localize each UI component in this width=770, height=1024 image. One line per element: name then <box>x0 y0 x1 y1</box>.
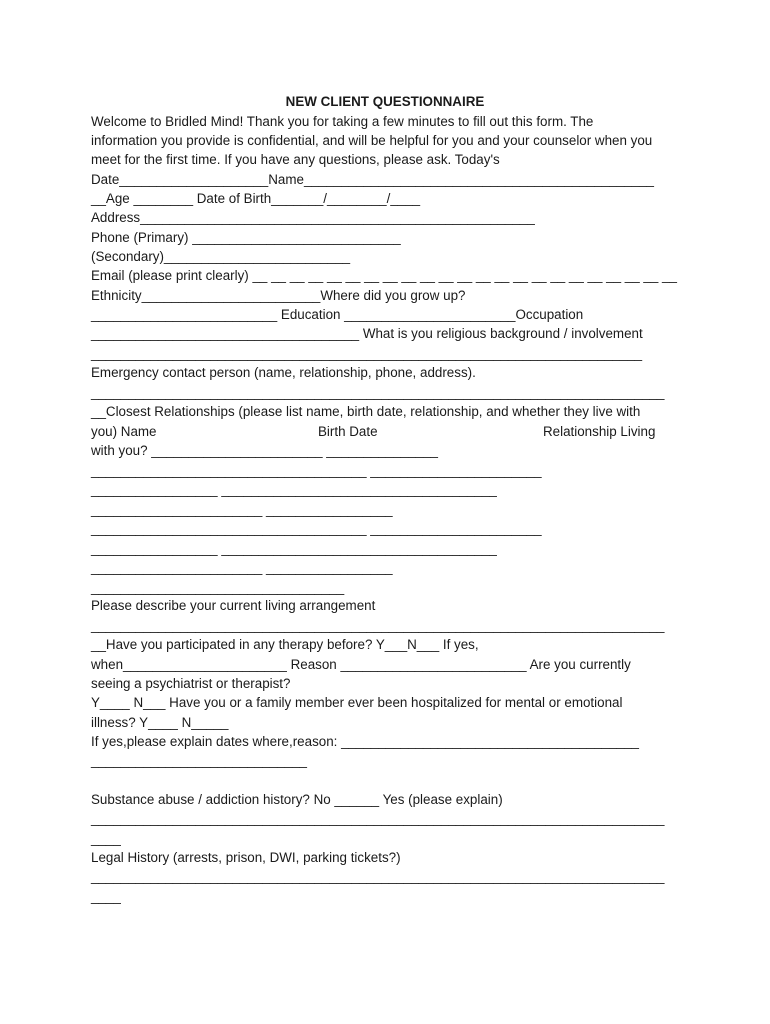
address-field[interactable]: Address_____________________________________________________ <box>91 210 535 225</box>
education-occupation-field[interactable]: _________________________ Education _______________________Occupation <box>91 307 584 322</box>
relationship-row[interactable]: _______________________ _________________ <box>91 560 393 575</box>
therapy-when-reason[interactable]: when______________________ Reason _________________________ Are you currently <box>91 657 631 672</box>
living-arrangement-line[interactable]: _____________________________________________________________________________ <box>91 618 665 633</box>
phone-secondary-field[interactable]: (Secondary)_________________________ <box>91 249 351 264</box>
legal-history-line[interactable]: _____________________________________________________________________________ <box>91 869 665 884</box>
hospitalization-explain[interactable]: If yes,please explain dates where,reason: ________________________________________ <box>91 734 639 749</box>
column-birth-date-label: Birth Date <box>318 424 378 439</box>
hospitalization-question[interactable]: Y____ N___ Have you or a family member ever been hospitalized for mental or emotional <box>91 695 623 710</box>
therapy-question[interactable]: __Have you participated in any therapy before? Y___N___ If yes, <box>91 637 479 652</box>
living-arrangement-label: Please describe your current living arrangement <box>91 598 376 613</box>
legal-history-label: Legal History (arrests, prison, DWI, parking tickets?) <box>91 850 401 865</box>
column-relationship-label: Relationship Living <box>543 424 656 439</box>
relationship-row[interactable]: _______________________ _________________ <box>91 502 393 517</box>
relationship-row[interactable]: _________________ _____________________________________ <box>91 541 497 556</box>
legal-history-line-tail[interactable]: ____ <box>91 889 121 904</box>
religion-field[interactable]: ____________________________________ What is you religious background / involvement <box>91 326 643 341</box>
form-title: NEW CLIENT QUESTIONNAIRE <box>285 94 485 109</box>
relationship-row[interactable]: _________________ _____________________________________ <box>91 482 497 497</box>
date-name-field[interactable]: Date____________________Name_______________________________________________ <box>91 172 654 187</box>
intro-line-1: Welcome to Bridled Mind! Thank you for taking a few minutes to fill out this form. The <box>91 114 594 129</box>
closest-relationships-label: __Closest Relationships (please list name, birth date, relationship, and whether they live with <box>91 404 641 419</box>
substance-abuse-line[interactable]: _____________________________________________________________________________ <box>91 811 665 826</box>
age-dob-field[interactable]: __Age ________ Date of Birth_______/________/____ <box>91 191 421 206</box>
substance-abuse-line-tail[interactable]: ____ <box>91 831 121 846</box>
intro-line-2: information you provide is confidential, and will be helpful for you and your counselor when you <box>91 133 653 148</box>
relationship-row[interactable]: _____________________________________ _______________________ <box>91 463 542 478</box>
substance-abuse-question[interactable]: Substance abuse / addiction history? No ______ Yes (please explain) <box>91 792 503 807</box>
intro-line-3: meet for the first time. If you have any questions, please ask. Today's <box>91 152 500 167</box>
relationship-row[interactable]: with you? _______________________ _______________ <box>91 443 439 458</box>
email-field[interactable]: Email (please print clearly) __ __ __ __ __ __ __ __ __ __ __ __ __ __ __ __ __ __ __ __ __ __ __ <box>91 268 677 283</box>
hospitalization-explain-line[interactable]: _____________________________ <box>91 753 307 768</box>
emergency-contact-label: Emergency contact person (name, relationship, phone, address). <box>91 365 476 380</box>
therapy-current: seeing a psychiatrist or therapist? <box>91 676 291 691</box>
relationship-row[interactable]: __________________________________ <box>91 580 345 595</box>
ethnicity-field[interactable]: Ethnicity________________________Where did you grow up? <box>91 288 466 303</box>
hospitalization-illness[interactable]: illness? Y____ N_____ <box>91 715 229 730</box>
emergency-contact-line[interactable]: _____________________________________________________________________________ <box>91 385 665 400</box>
phone-primary-field[interactable]: Phone (Primary) ____________________________ <box>91 230 401 245</box>
relationship-row[interactable]: _____________________________________ _______________________ <box>91 521 542 536</box>
religion-line[interactable]: __________________________________________________________________________ <box>91 346 643 361</box>
column-name-label: you) Name <box>91 424 157 439</box>
